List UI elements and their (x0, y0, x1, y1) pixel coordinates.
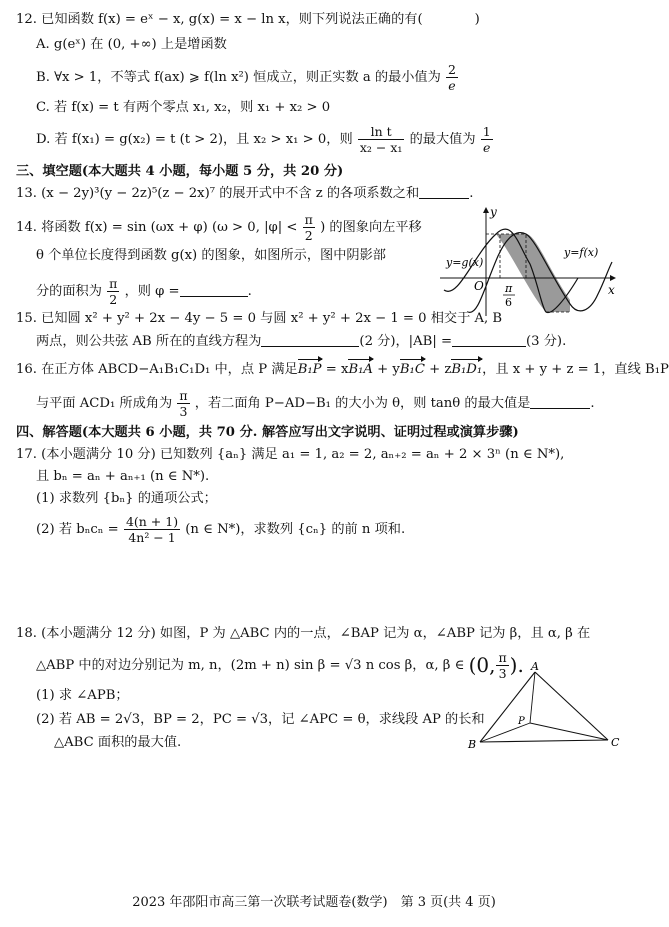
q17-part-2: (2) 若 bₙcₙ = $\frac{4(n + 1)}{\text{4n² − 1}}$ (n ∈ N*)，求数列 {cₙ} 的前 n 项和. (36, 514, 406, 545)
vertex-c-label: C (611, 736, 620, 749)
q18-triangle-figure (460, 660, 622, 752)
q16-pi-over-3: $\frac{\pi}{3}$ (179, 388, 188, 419)
q12-option-b: B. ∀x > 1，不等式 f(ax) ⩾ f(ln x²) 恒成立，则正实数 a 的最小值为 $\frac{2}{e}$ (36, 62, 456, 93)
side-ac (535, 672, 608, 740)
vector-b1a: B₁A (348, 362, 373, 377)
section-3-heading: 三、填空题(本大题共 4 小题，每小题 5 分，共 20 分) (16, 164, 344, 179)
point-p-label: P (518, 716, 525, 727)
q12-b-fraction: $\frac{2}{e}$ (448, 62, 456, 93)
graph-g-label: y=g(x) (446, 256, 484, 269)
q17-line-1: 17. (本小题满分 10 分) 已知数列 {aₙ} 满足 a₁ = 1, a₂ = 2, aₙ₊₂ = aₙ + 2 × 3ⁿ (n ∈ N*), (16, 447, 565, 462)
q17-fraction: $\frac{4(n + 1)}{\text{4n² − 1}}$ (125, 514, 179, 545)
side-bc (480, 740, 608, 742)
q14-pi-over-2: $\frac{\pi}{2}$ (304, 212, 313, 243)
q18-part-2: (2) 若 AB = 2√3，BP = 2，PC = √3，记 ∠APC = θ，求线段 AP 的长和 (36, 712, 485, 727)
segment-cp (530, 723, 608, 740)
q15-line-2: 两点，则公共弦 AB 所在的直线方程为 (2 分)，|AB| = (3 分). (36, 334, 567, 349)
q13-answer-blank[interactable] (419, 186, 469, 199)
q16-line-1: 16. 在正方体 ABCD−A₁B₁C₁D₁ 中，点 P 满足B₁P = xB₁A + yB₁C + zB₁D₁，且 x + y + z = 1，直线 B₁P (16, 362, 669, 377)
vector-b1p: B₁P (297, 362, 322, 377)
q12-option-a: A. g(eˣ) 在 (0, +∞) 上是增函数 (36, 37, 227, 52)
vertex-b-label: B (468, 738, 477, 751)
q14-area-fraction: $\frac{\pi}{2}$ (109, 276, 118, 307)
q13: 13. (x − 2y)³(y − 2z)⁵(z − 2x)⁷ 的展开式中不含 z 的各项系数之和 . (16, 186, 474, 201)
q18-part-1: (1) 求 ∠APB； (36, 688, 129, 703)
x-axis-arrow (610, 275, 616, 281)
q16-line-2: 与平面 ACD₁ 所成角为 $\frac{\pi}{3}$ ，若二面角 P−AD−B₁ 的大小为 θ，则 tanθ 的最大值是 . (36, 388, 595, 419)
graph-y-label: y (490, 205, 497, 219)
graph-origin-label: O (474, 279, 484, 293)
q12-d-fraction: $\frac{\text{ln t}}{\text{x₂ − x₁}}$ (359, 124, 403, 155)
q18-pi-over-3: $\frac{\pi}{3}$ (498, 650, 507, 681)
q15-line-1: 15. 已知圆 x² + y² + 2x − 4y − 5 = 0 与圆 x² + y² + 2x − 1 = 0 相交于 A, B (16, 311, 503, 326)
q12-option-c: C. 若 f(x) = t 有两个零点 x₁, x₂，则 x₁ + x₂ > 0 (36, 100, 331, 115)
q14-line-1: 14. 将函数 f(x) = sin (ωx + φ) (ω > 0, |φ| < $\frac{\pi}{2}$ ) 的图象向左平移 (16, 212, 422, 243)
q12-d-fraction-2: $\frac{1}{e}$ (482, 124, 491, 155)
q17-line-2: 且 bₙ = aₙ + aₙ₊₁ (n ∈ N*). (36, 469, 210, 484)
q14-line-3: 分的面积为 $\frac{\pi}{2}$ ，则 φ = . (36, 276, 252, 307)
q14-graph (438, 204, 618, 320)
vector-b1c: B₁C (399, 362, 425, 377)
q12-option-d: D. 若 f(x₁) = g(x₂) = t (t > 2)，且 x₂ > x₁ > 0，则 $\frac{\text{ln t}}{\text{x₂ − x₁}}$ 的最大值为 $\frac{1}{e}$ (36, 124, 491, 155)
graph-f-label: y=f(x) (564, 246, 599, 259)
q18-line-2: △ABP 中的对边分别记为 m, n，(2m + n) sin β = √3 n cos β，α, β ∈ (0, $\frac{\pi}{3}$ ). (36, 650, 524, 681)
vector-b1d1: B₁D₁ (451, 362, 483, 377)
graph-tick-numerator: π (505, 282, 513, 295)
q12-stem: 12. 已知函数 f(x) = eˣ − x, g(x) = x − ln x，则下列说法正确的有( ) (16, 12, 480, 27)
q16-answer-blank[interactable] (530, 396, 590, 409)
section-4-heading: 四、解答题(本大题共 6 小题，共 70 分. 解答应写出文字说明、证明过程或演算步骤) (16, 425, 519, 440)
q18-part-2-cont: △ABC 面积的最大值. (54, 735, 182, 750)
q17-part-1: (1) 求数列 {bₙ} 的通项公式； (36, 491, 217, 506)
page-footer: 2023 年邵阳市高三第一次联考试题卷(数学) 第 3 页(共 4 页) (132, 895, 496, 910)
q14-answer-blank[interactable] (180, 284, 248, 297)
graph-tick-denominator: 6 (505, 296, 512, 309)
segment-ap (530, 672, 535, 723)
q15-answer-blank-2[interactable] (452, 334, 526, 347)
q18-line-1: 18. (本小题满分 12 分) 如图，P 为 △ABC 内的一点，∠BAP 记为 α，∠ABP 记为 β，且 α, β 在 (16, 626, 591, 641)
graph-x-label: x (608, 283, 615, 297)
y-axis-arrow (483, 207, 489, 213)
q15-answer-blank-1[interactable] (261, 334, 359, 347)
vertex-a-label: A (531, 660, 539, 673)
q14-line-2: θ 个单位长度得到函数 g(x) 的图象，如图所示，图中阴影部 (36, 248, 386, 263)
